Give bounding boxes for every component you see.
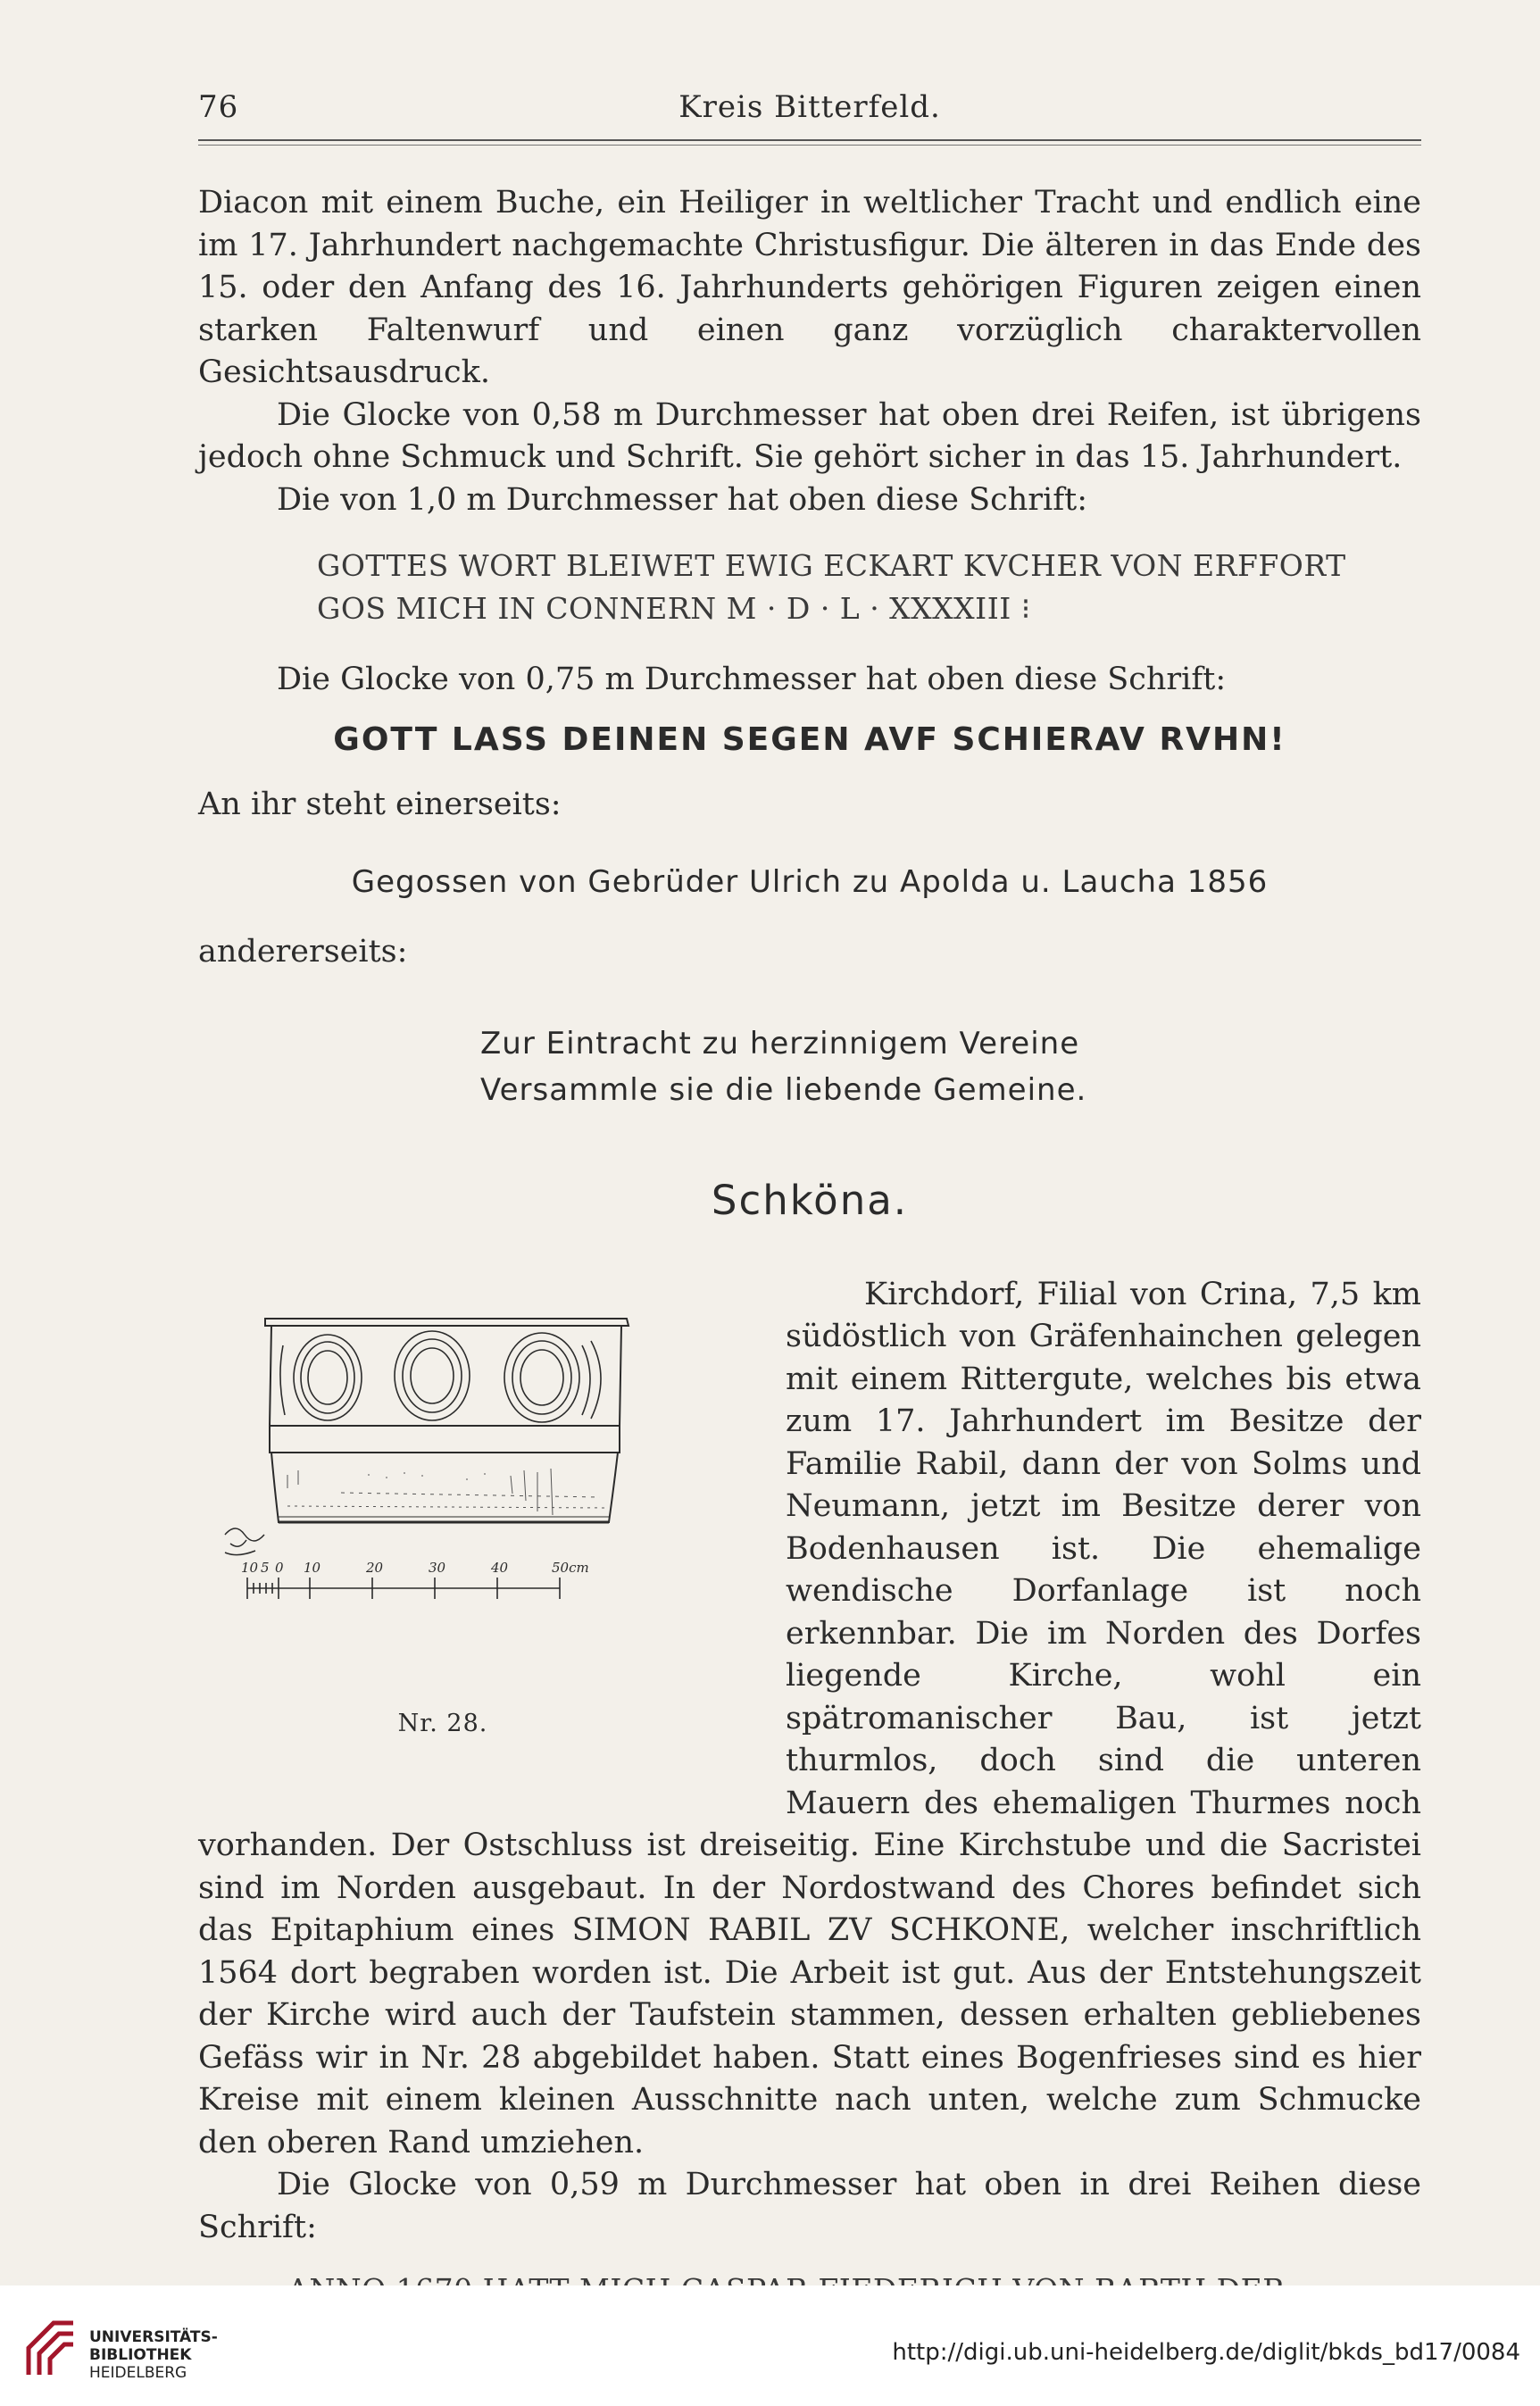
source-url-link[interactable]: http://digi.ub.uni-heidelberg.de/diglit/bkds_bd17/0084 bbox=[892, 2339, 1520, 2366]
page-number: 76 bbox=[198, 89, 239, 125]
scale-label: 50cm bbox=[552, 1559, 589, 1576]
header-rule-thin bbox=[198, 145, 1421, 146]
motto-line: Versammle sie die liebende Gemeine. bbox=[480, 1071, 1087, 1108]
running-head: Kreis Bitterfeld. bbox=[678, 89, 941, 125]
paragraph: Diacon mit einem Buche, ein Heiliger in weltlicher Tracht und endlich eine im 17. Jahrhundert nachgemachte Christusfigur. Die älteren in das Ende des 15. oder den Anfang des 16. Jahrhunderts gehörigen Figuren zeigen einen starken Faltenwurf und einen ganz vorzüglich charaktervollen Gesichtsausdruck. bbox=[198, 185, 1421, 390]
scale-label: 0 bbox=[275, 1559, 284, 1576]
scale-label: 10 bbox=[304, 1559, 321, 1576]
paragraph: Die Glocke von 0,75 m Durchmesser hat oben diese Schrift: bbox=[277, 662, 1227, 697]
paragraph: An ihr steht einerseits: bbox=[198, 786, 562, 822]
library-name-line: HEIDELBERG bbox=[89, 2364, 187, 2382]
bell-inscription-1 bbox=[317, 545, 1421, 630]
baptismal-font-drawing bbox=[198, 1310, 698, 1703]
library-name bbox=[89, 2328, 218, 2382]
scale-label: 5 bbox=[261, 1559, 270, 1576]
main-text bbox=[198, 182, 1421, 2311]
figure-baptismal-font bbox=[198, 1274, 770, 1792]
paragraph: Die von 1,0 m Durchmesser hat oben diese Schrift: bbox=[277, 481, 1088, 518]
scale-bar bbox=[247, 1578, 560, 1599]
mason-mark bbox=[225, 1528, 264, 1555]
scale-label: 20 bbox=[366, 1559, 384, 1576]
motto-line: Zur Eintracht zu herzinnigem Vereine bbox=[480, 1025, 1080, 1061]
figure-caption: Nr. 28. bbox=[397, 1709, 488, 1737]
section-paragraph bbox=[198, 1274, 1421, 2165]
cast-inscription: Gegossen von Gebrüder Ulrich zu Apolda u. Laucha 1856 bbox=[351, 864, 1269, 900]
bell-inscription-2: GOTT LASS DEINEN SEGEN AVF SCHIERAV RVHN! bbox=[333, 720, 1286, 758]
motto-inscription bbox=[480, 1020, 1421, 1113]
inscription-line: GOTTES WORT BLEIWET EWIG ECKART KVCHER VON ERFFORT bbox=[317, 548, 1346, 583]
paragraph: andererseits: bbox=[198, 934, 408, 970]
footer-bar bbox=[0, 2285, 1540, 2406]
header-rule bbox=[198, 139, 1421, 141]
paragraph: Die Glocke von 0,59 m Durchmesser hat oben in drei Reihen diese Schrift: bbox=[198, 2167, 1421, 2245]
library-name-line: BIBLIOTHEK bbox=[89, 2346, 192, 2364]
section-title: Schköna. bbox=[711, 1176, 909, 1224]
section-paragraph-text: Kirchdorf, Filial von Crina, 7,5 km südöstlich von Gräfenhainchen gelegen mit einem Rittergute, welches bis etwa zum 17. Jahrhundert im Besitze der Familie Rabil, dann der von Solms und Neumann, jetzt im Besitze derer von Bodenhausen ist. Die ehemalige wendische Dorfanlage ist noch erkennbar. Die im Norden des Dorfes liegende Kirche, wohl ein spätromanischer Bau, ist jetzt thurmlos, doch sind die unteren Mauern des ehemaligen Thurmes noch vorhanden. Der Ostschluss ist dreiseitig. Eine Kirchstube und die Sacristei sind im Norden ausgebaut. In der Nordostwand des Chores befindet sich das Epitaphium eines SIMON RABIL ZV SCHKONE, welcher inschriftlich 1564 dort begraben worden ist. Die Arbeit ist gut. Aus der Entstehungszeit der Kirche wird auch der Taufstein stammen, dessen erhalten gebliebenes Gefäss wir in Nr. 28 abgebildet haben. Statt eines Bogenfrieses sind es hier Kreise mit einem kleinen Ausschnitte nach unten, welche zum Schmucke den oberen Rand umziehen. bbox=[198, 1276, 1421, 2160]
library-logo-icon bbox=[20, 2312, 82, 2384]
library-name-line: UNIVERSITÄTS- bbox=[89, 2328, 218, 2346]
scale-label: 30 bbox=[429, 1559, 446, 1576]
paragraph: Die Glocke von 0,58 m Durchmesser hat oben drei Reifen, ist übrigens jedoch ohne Schmuck und Schrift. Sie gehört sicher in das 15. Jahrhundert. bbox=[198, 396, 1421, 475]
inscription-line: GOS MICH IN CONNERN M · D · L · XXXXIII ⁝ bbox=[317, 591, 1031, 626]
scale-label: 40 bbox=[491, 1559, 509, 1576]
scale-labels bbox=[241, 1560, 589, 1576]
page-header bbox=[198, 89, 1421, 134]
scale-label: 10 bbox=[241, 1559, 259, 1576]
